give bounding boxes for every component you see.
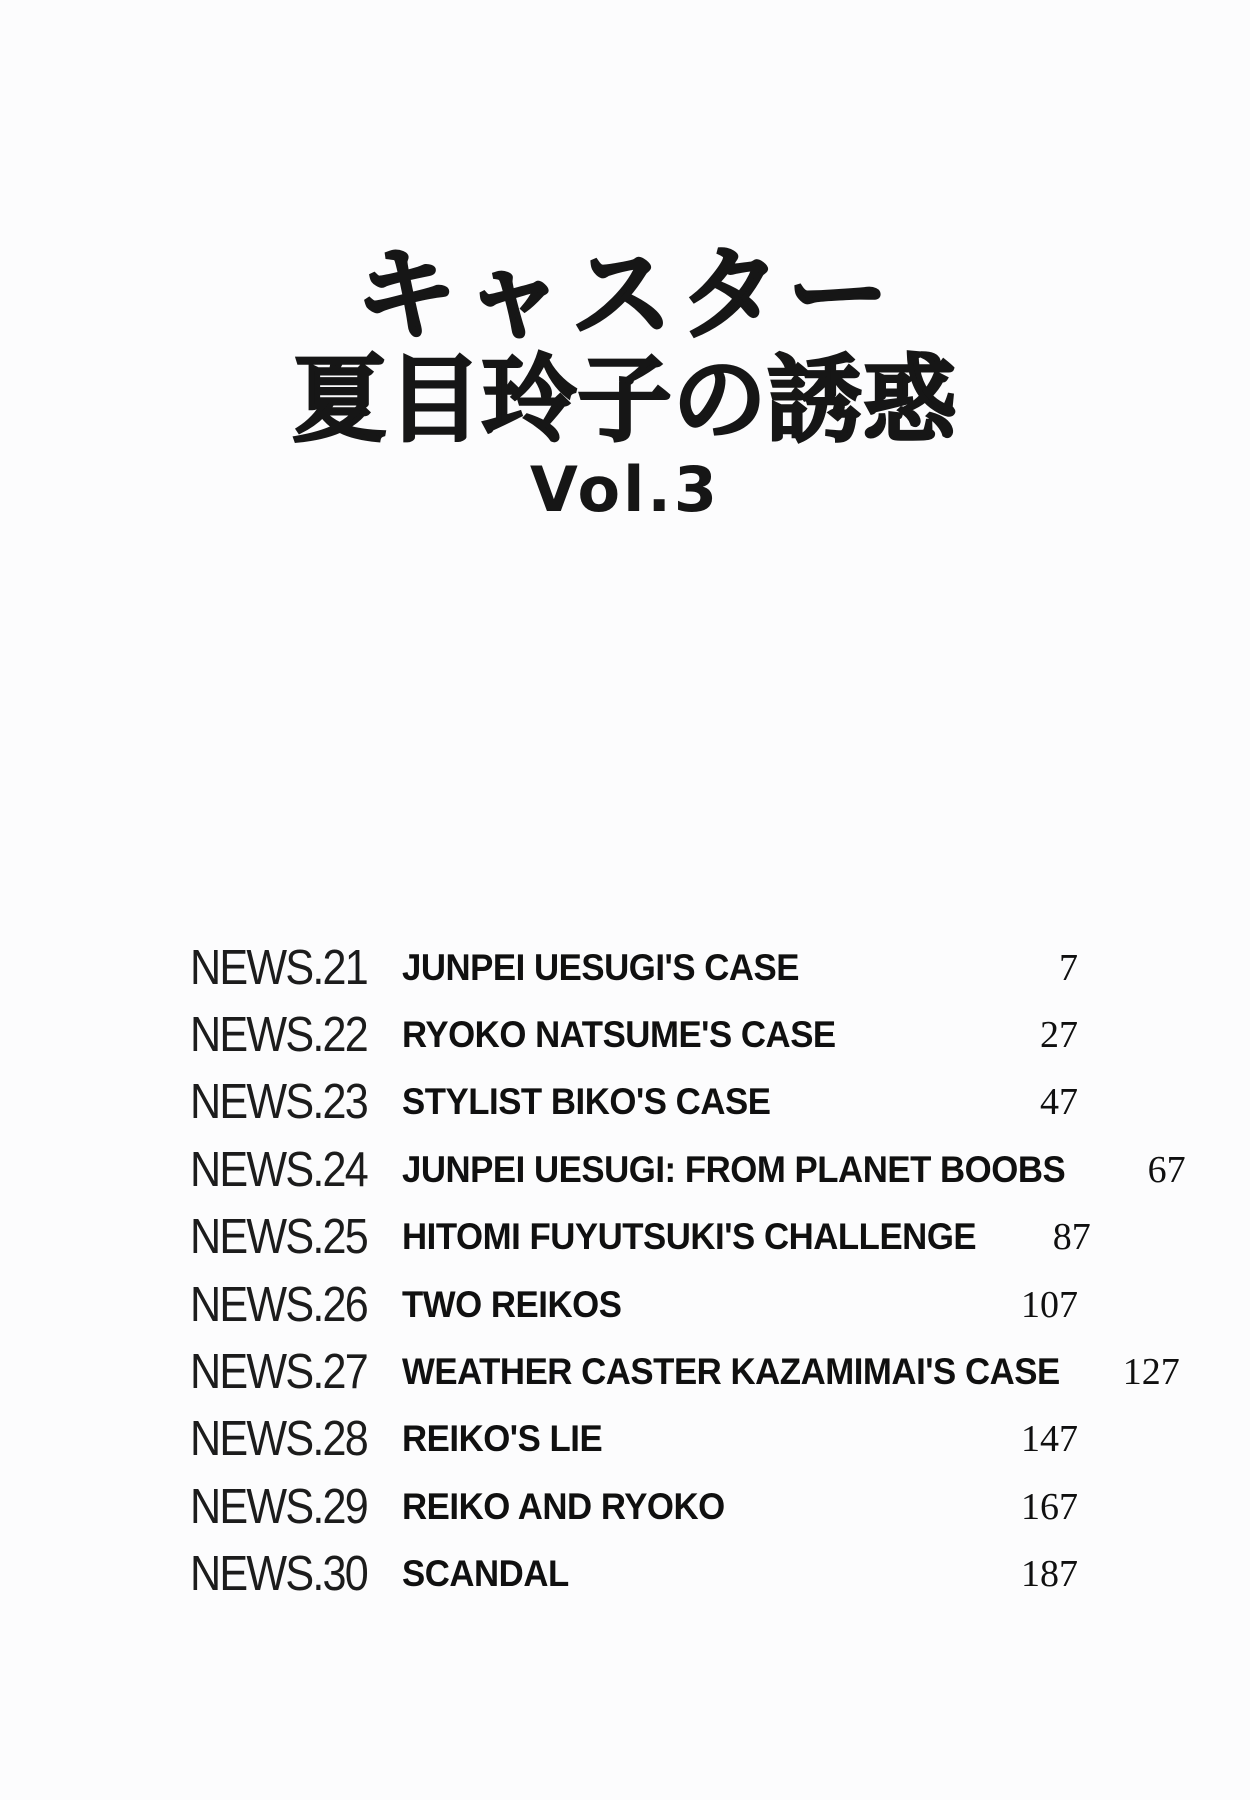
chapter-number: NEWS.26 bbox=[190, 1277, 367, 1332]
chapter-title: JUNPEI UESUGI: FROM PLANET BOOBS bbox=[402, 1148, 1066, 1190]
chapter-title: TWO REIKOS bbox=[402, 1283, 622, 1325]
chapter-page-number: 107 bbox=[1021, 1283, 1078, 1326]
chapter-number: NEWS.23 bbox=[190, 1075, 367, 1130]
toc-entry bbox=[190, 1406, 1078, 1473]
chapter-page-number: 67 bbox=[1147, 1148, 1186, 1191]
chapter-number: NEWS.28 bbox=[190, 1412, 367, 1467]
book-title-line1: キャスター bbox=[355, 236, 895, 355]
chapter-title: JUNPEI UESUGI'S CASE bbox=[402, 946, 800, 988]
book-title-block bbox=[0, 236, 1250, 526]
chapter-number: NEWS.21 bbox=[190, 940, 367, 995]
toc-entry bbox=[190, 1541, 1078, 1608]
toc-entry bbox=[190, 1001, 1078, 1068]
chapter-page-number: 47 bbox=[1040, 1081, 1078, 1124]
chapter-number: NEWS.25 bbox=[190, 1210, 367, 1265]
chapter-number: NEWS.30 bbox=[190, 1547, 367, 1602]
chapter-number: NEWS.22 bbox=[190, 1008, 367, 1063]
book-title-line2: 夏目玲子の誘惑 bbox=[292, 346, 958, 456]
chapter-page-number: 187 bbox=[1021, 1553, 1078, 1596]
toc-entry bbox=[190, 1204, 1091, 1271]
chapter-page-number: 7 bbox=[1059, 946, 1078, 989]
toc-entry bbox=[190, 1271, 1078, 1338]
chapter-page-number: 147 bbox=[1021, 1418, 1078, 1461]
chapter-title: RYOKO NATSUME'S CASE bbox=[402, 1014, 836, 1056]
chapter-title: SCANDAL bbox=[402, 1553, 569, 1595]
chapter-page-number: 127 bbox=[1122, 1351, 1180, 1394]
chapter-page-number: 27 bbox=[1040, 1014, 1078, 1057]
chapter-page-number: 87 bbox=[1052, 1216, 1091, 1259]
chapter-title: REIKO'S LIE bbox=[402, 1418, 603, 1460]
chapter-number: NEWS.24 bbox=[190, 1142, 367, 1197]
chapter-title: HITOMI FUYUTSUKI'S CHALLENGE bbox=[402, 1216, 977, 1258]
chapter-page-number: 167 bbox=[1021, 1485, 1078, 1528]
toc-entry bbox=[190, 1069, 1078, 1136]
chapter-title: STYLIST BIKO'S CASE bbox=[402, 1081, 771, 1123]
volume-number: Vol.3 bbox=[529, 452, 721, 526]
chapter-title: REIKO AND RYOKO bbox=[402, 1485, 725, 1527]
toc-entry bbox=[190, 934, 1078, 1001]
chapter-number: NEWS.27 bbox=[190, 1345, 367, 1400]
table-of-contents bbox=[190, 934, 1186, 1608]
toc-entry bbox=[190, 1473, 1078, 1540]
chapter-number: NEWS.29 bbox=[190, 1479, 367, 1534]
toc-entry bbox=[190, 1136, 1186, 1203]
toc-entry bbox=[190, 1338, 1180, 1405]
chapter-title: WEATHER CASTER KAZAMIMAI'S CASE bbox=[402, 1351, 1060, 1393]
